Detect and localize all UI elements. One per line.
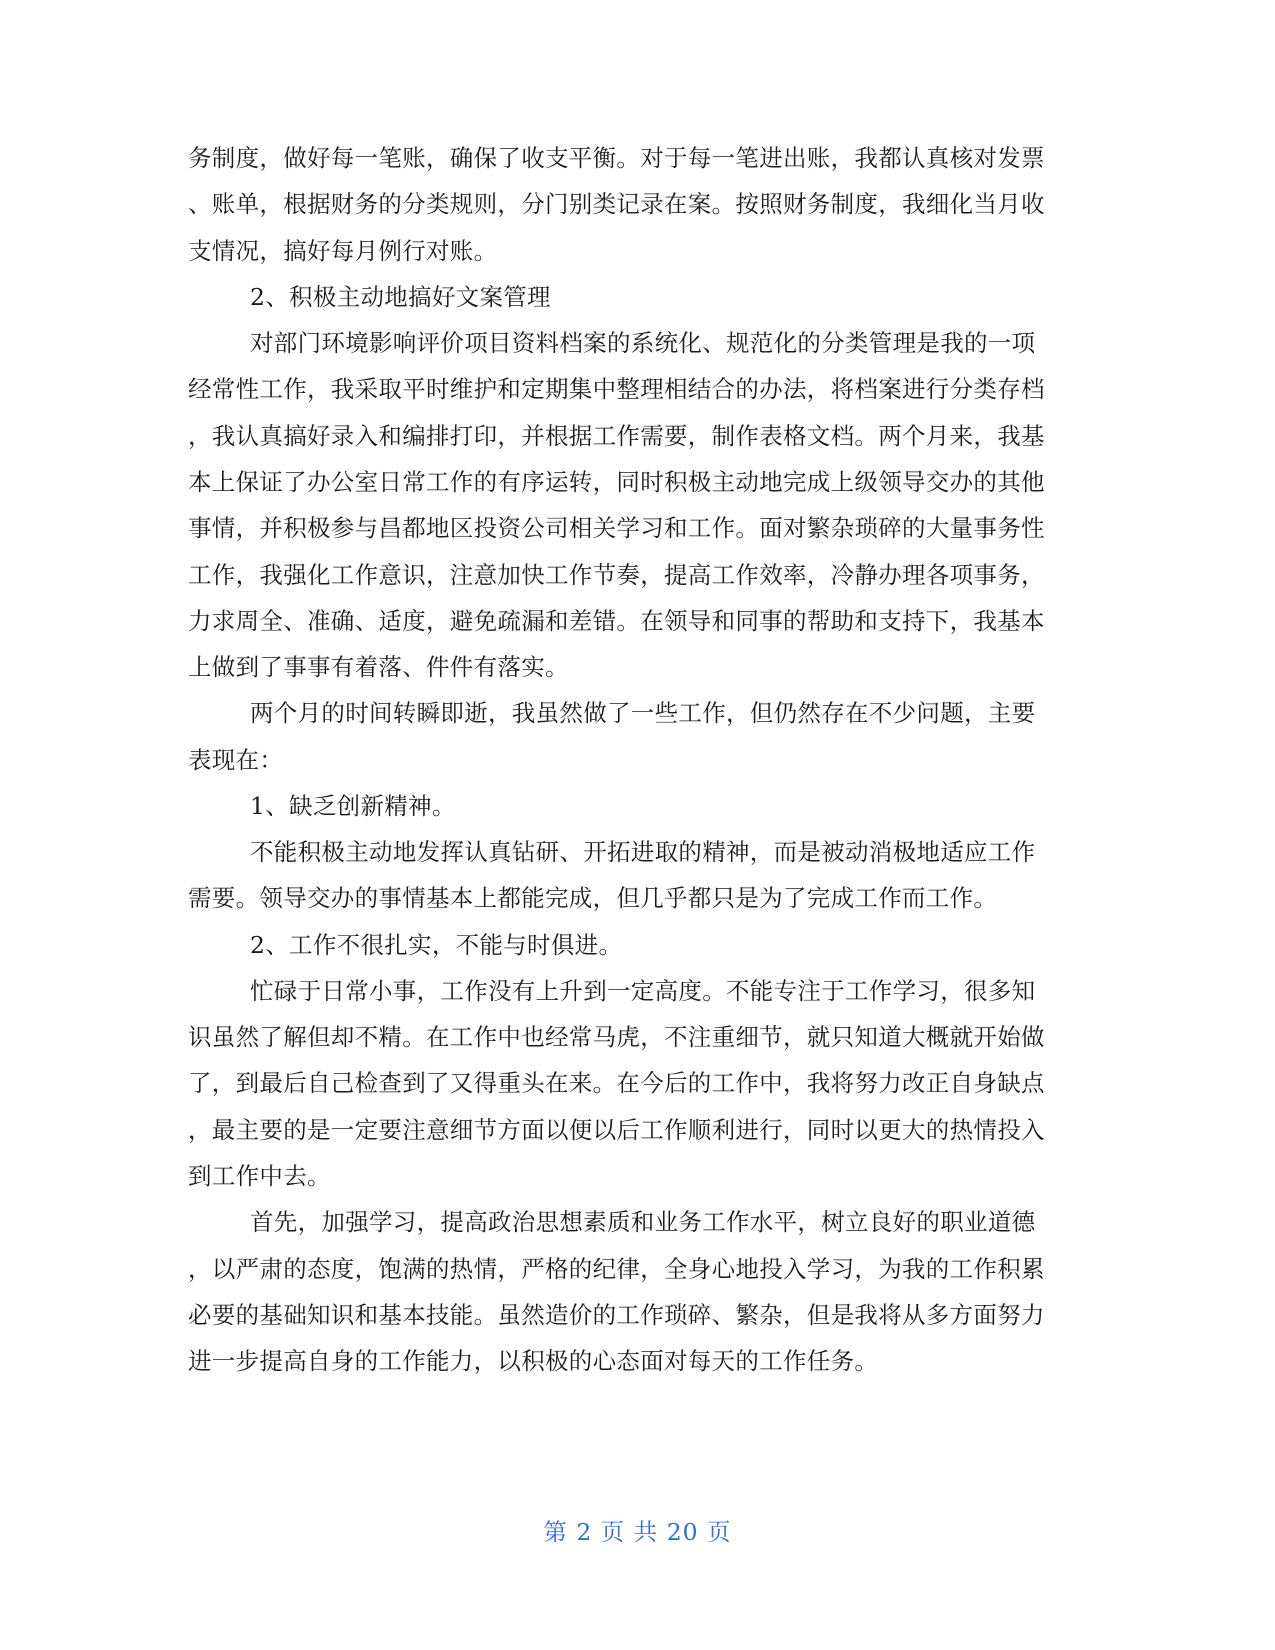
text-line: 务制度，做好每一笔账，确保了收支平衡。对于每一笔进出账，我都认真核对发票 [188,144,1045,172]
text-line: 了，到最后自己检查到了又得重头在来。在今后的工作中，我将努力改正自身缺点 [188,1069,1045,1097]
page-number-footer: 第 2 页 共 20 页 [543,1518,732,1546]
paragraph-first-line: 首先，加强学习，提高政治思想素质和业务工作水平，树立良好的职业道德 [250,1208,1036,1236]
text-line: 识虽然了解但却不精。在工作中也经常马虎，不注重细节，就只知道大概就开始做 [188,1023,1045,1051]
text-line: ，最主要的是一定要注意细节方面以便以后工作顺利进行，同时以更大的热情投入 [188,1116,1045,1144]
paragraph-first-line: 两个月的时间转瞬即逝，我虽然做了一些工作，但仍然存在不少问题，主要 [250,699,1036,727]
paragraph-first-line: 忙碌于日常小事，工作没有上升到一定高度。不能专注于工作学习，很多知 [250,977,1036,1005]
section-heading: 1、缺乏创新精神。 [250,792,456,820]
text-line: 支情况，搞好每月例行对账。 [188,237,498,265]
text-line: 需要。领导交办的事情基本上都能完成，但几乎都只是为了完成工作而工作。 [188,884,998,912]
text-line: 经常性工作，我采取平时维护和定期集中整理相结合的办法，将档案进行分类存档 [188,375,1045,403]
paragraph-first-line: 不能积极主动地发挥认真钻研、开拓进取的精神，而是被动消极地适应工作 [250,838,1036,866]
text-line: 事情，并积极参与昌都地区投资公司相关学习和工作。面对繁杂琐碎的大量事务性 [188,514,1045,542]
text-line: 上做到了事事有着落、件件有落实。 [188,653,569,681]
text-line: 到工作中去。 [188,1162,331,1190]
section-heading: 2、工作不很扎实，不能与时俱进。 [250,931,623,959]
text-line: ，以严肃的态度，饱满的热情，严格的纪律，全身心地投入学习，为我的工作积累 [188,1255,1045,1283]
paragraph-first-line: 对部门环境影响评价项目资料档案的系统化、规范化的分类管理是我的一项 [250,329,1036,357]
text-line: 必要的基础知识和基本技能。虽然造价的工作琐碎、繁杂，但是我将从多方面努力 [188,1301,1045,1329]
section-heading: 2、积极主动地搞好文案管理 [250,283,551,311]
text-line: 表现在： [188,746,284,774]
text-line: ，我认真搞好录入和编排打印，并根据工作需要，制作表格文档。两个月来，我基 [188,422,1045,450]
text-line: 力求周全、准确、适度，避免疏漏和差错。在领导和同事的帮助和支持下，我基本 [188,607,1045,635]
text-line: 本上保证了办公室日常工作的有序运转，同时积极主动地完成上级领导交办的其他 [188,468,1045,496]
text-line: 工作，我强化工作意识，注意加快工作节奏，提高工作效率，冷静办理各项事务， [188,561,1045,589]
text-line: 、账单，根据财务的分类规则，分门别类记录在案。按照财务制度，我细化当月收 [188,190,1045,218]
text-line: 进一步提高自身的工作能力，以积极的心态面对每天的工作任务。 [188,1347,879,1375]
